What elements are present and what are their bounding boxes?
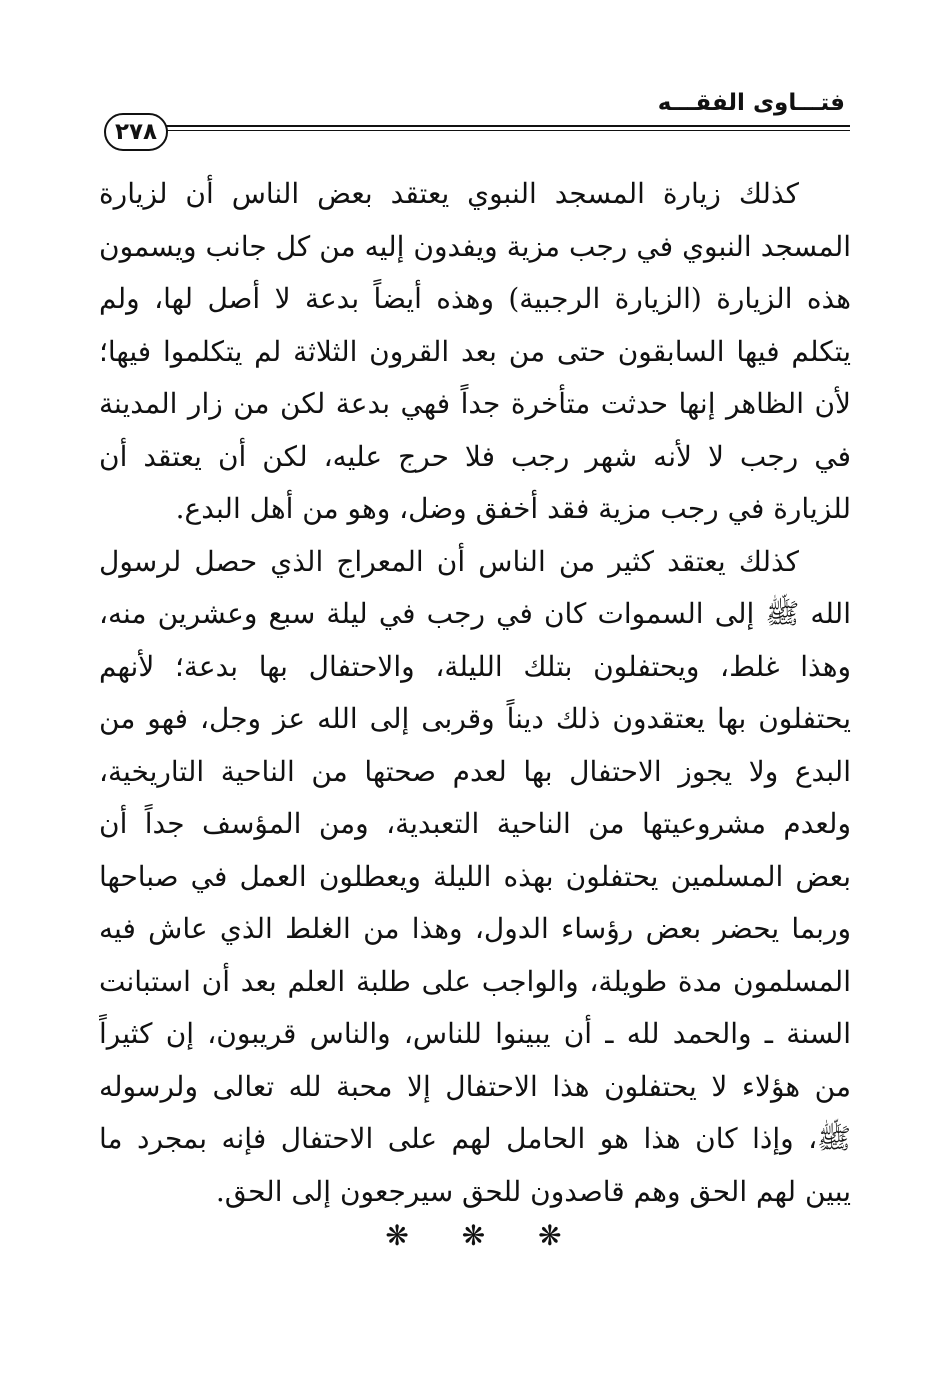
page-number-badge: ٢٧٨ xyxy=(104,113,168,151)
text-line: من هؤلاء لا يحتفلون هذا الاحتفال إلا محبة لله تعالى ولرسوله xyxy=(99,1069,851,1103)
text-line: البدع ولا يجوز الاحتفال بها لعدم صحتها من الناحية التاريخية، xyxy=(99,754,851,788)
asterisk-ornament-icon: ❋ xyxy=(461,1219,486,1252)
text-line: كذلك يعتقد كثير من الناس أن المعراج الذي حصل لرسول xyxy=(99,544,799,578)
text-line: للزيارة في رجب مزية فقد أخفق وضل، وهو من أهل البدع. xyxy=(175,492,851,525)
running-title: فتـــاوى الفقـــه xyxy=(657,90,845,116)
paragraph-2 xyxy=(99,536,851,1219)
paragraph-1 xyxy=(99,168,851,536)
text-line: وهذا غلط، ويحتفلون بتلك الليلة، والاحتفال بها بدعة؛ لأنهم xyxy=(99,649,851,683)
text-line: يحتفلون بها يعتقدون ذلك ديناً وقربى إلى الله عز وجل، فهو من xyxy=(99,702,851,735)
text-line: يبين لهم الحق وهم قاصدون للحق سيرجعون إلى الحق. xyxy=(215,1174,851,1208)
text-line: في رجب لا لأنه شهر رجب فلا حرج عليه، لكن أن يعتقد أن xyxy=(99,439,851,473)
text-line: السنة ـ والحمد لله ـ أن يبينوا للناس، والناس قريبون، إن كثيراً xyxy=(99,1017,851,1050)
text-line: الله ﷺ إلى السموات كان في رجب في ليلة سبع وعشرين منه، xyxy=(99,597,851,630)
asterisk-ornament-icon: ❋ xyxy=(538,1219,562,1252)
text-line: المسجد النبوي في رجب مزية ويفدون إليه من كل جانب ويسمون xyxy=(99,229,851,263)
text-line: يتكلم فيها السابقون حتى من بعد القرون الثلاثة لم يتكلموا فيها؛ xyxy=(99,334,851,368)
text-line: وربما يحضر بعض رؤساء الدول، وهذا من الغلط الذي عاش فيه xyxy=(99,912,851,945)
asterisk-ornament-icon: ❋ xyxy=(385,1219,409,1252)
text-line: ولعدم مشروعيتها من الناحية التعبدية، ومن المؤسف جداً أن xyxy=(99,807,851,840)
text-line: كذلك زيارة المسجد النبوي يعتقد بعض الناس أن لزيارة xyxy=(99,177,799,210)
text-line: ﷺ، وإذا كان هذا هو الحامل لهم على الاحتفال فإنه بمجرد ما xyxy=(99,1122,851,1155)
body-text xyxy=(99,168,851,1218)
text-line: بعض المسلمين يحتفلون بهذه الليلة ويعطلون العمل في صباحها xyxy=(99,859,851,893)
text-line: لأن الظاهر إنها حدثت متأخرة جداً فهي بدعة لكن من زار المدينة xyxy=(99,387,851,420)
header-rule xyxy=(165,125,850,131)
text-line: المسلمون مدة طويلة، والواجب على طلبة العلم بعد أن استبانت xyxy=(99,964,851,998)
section-separator xyxy=(0,1216,947,1256)
text-line: هذه الزيارة (الزيارة الرجبية) وهذه أيضاً بدعة لا أصل لها، ولم xyxy=(99,282,851,315)
